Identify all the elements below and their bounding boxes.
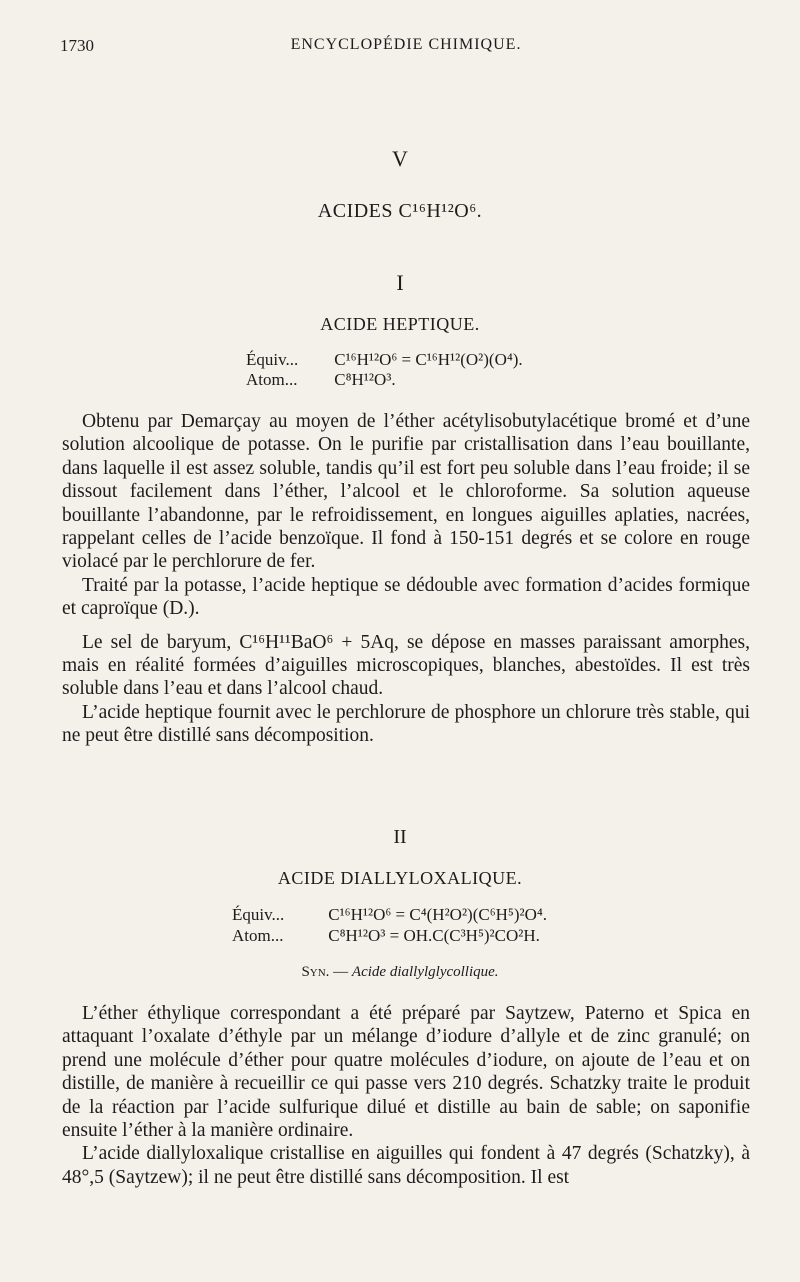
part2-paragraph-2: L’acide diallyloxalique cristallise en aiguilles qui fondent à 47 degrés (Schatzky), à 48°,5 (Saytzew); il ne peut être distillé sans décomposition. Il est xyxy=(62,1143,750,1188)
part1-paragraph-3: Le sel de baryum, C¹⁶H¹¹BaO⁶ + 5Aq, se dépose en masses paraissant amorphes, mais en réalité formées d’aiguilles microscopiques, blanches, abestoïdes. Il est très soluble dans l’eau et dans l’alcool chaud. xyxy=(62,631,750,700)
part1-paragraph-2: Traité par la potasse, l’acide heptique se dédouble avec formation d’acides formique et caproïque (D.). xyxy=(62,574,750,620)
part1-equiv-line xyxy=(246,350,523,370)
synonym-text: Acide diallylglycollique. xyxy=(351,964,499,980)
part2-equiv-line xyxy=(232,905,547,925)
part2-equiv-formula: C¹⁶H¹²O⁶ = C⁴(H²O²)(C⁶H⁵)²O⁴. xyxy=(328,905,548,924)
part1-roman-numeral: I xyxy=(396,270,404,295)
part1-paragraph-4: L’acide heptique fournit avec le perchlorure de phosphore un chlorure très stable, qui ne peut être distillé sans décomposition. xyxy=(62,701,750,747)
part1-equiv-label: Équiv... xyxy=(246,350,299,369)
section-roman-numeral: V xyxy=(392,146,408,171)
part2-atom-label: Atom... xyxy=(232,926,284,945)
part2-body xyxy=(62,1002,750,1189)
page-number: 1730 xyxy=(60,36,94,55)
part1-atom-line xyxy=(246,370,396,390)
part1-body xyxy=(62,410,750,748)
running-title: ENCYCLOPÉDIE CHIMIQUE. xyxy=(290,36,522,53)
page-header xyxy=(60,36,752,62)
part2-synonym xyxy=(0,964,800,981)
part1-equiv-formula: C¹⁶H¹²O⁶ = C¹⁶H¹²(O²)(O⁴). xyxy=(334,350,523,369)
synonym-label: Syn. xyxy=(301,964,330,980)
part1-paragraph-1: Obtenu par Demarçay au moyen de l’éther acétylisobutylacétique bromé et d’une solution alcoolique de potasse. On le purifie par cristallisation dans l’eau bouillante, dans laquelle il est assez soluble, tandis qu’il est fort peu soluble dans l’eau froide; il se dissout facilement dans l’éther, l’alcool et le chloroforme. Sa solution aqueuse bouillante l’abandonne, par le refroidissement, en longues aiguilles aplaties, nacrées, rappelant celles de l’acide benzoïque. Il fond à 150-151 degrés et se colore en rouge violacé par le perchlorure de fer. xyxy=(62,411,750,573)
part2-atom-line xyxy=(232,926,540,946)
part2-atom-formula: C⁸H¹²O³ = OH.C(C³H⁵)²CO²H. xyxy=(328,926,540,945)
part1-title: ACIDE HEPTIQUE. xyxy=(320,314,480,334)
part2-equiv-label: Équiv... xyxy=(232,905,285,924)
part1-atom-label: Atom... xyxy=(246,370,298,389)
part2-paragraph-1: L’éther éthylique correspondant a été préparé par Saytzew, Paterno et Spica en attaquant l’oxalate d’éthyle par un mélange d’iodure d’allyle et de zinc granulé; on prend une molécule d’éther pour quatre molécules d’iodure, on ajoute de l’eau et on distille, de manière à recueillir ce qui passe vers 210 degrés. Schatzky traite le produit de la réaction par l’acide sulfurique dilué et distille au bain de sable; on saponifie ensuite l’éther à la manière ordinaire. xyxy=(62,1003,750,1142)
synonym-dash: — xyxy=(333,964,349,980)
part2-title: ACIDE DIALLYLOXALIQUE. xyxy=(277,868,523,888)
part2-roman-numeral: II xyxy=(393,826,407,848)
part1-atom-formula: C⁸H¹²O³. xyxy=(334,370,396,389)
section-title: ACIDES C¹⁶H¹²O⁶. xyxy=(317,200,483,222)
